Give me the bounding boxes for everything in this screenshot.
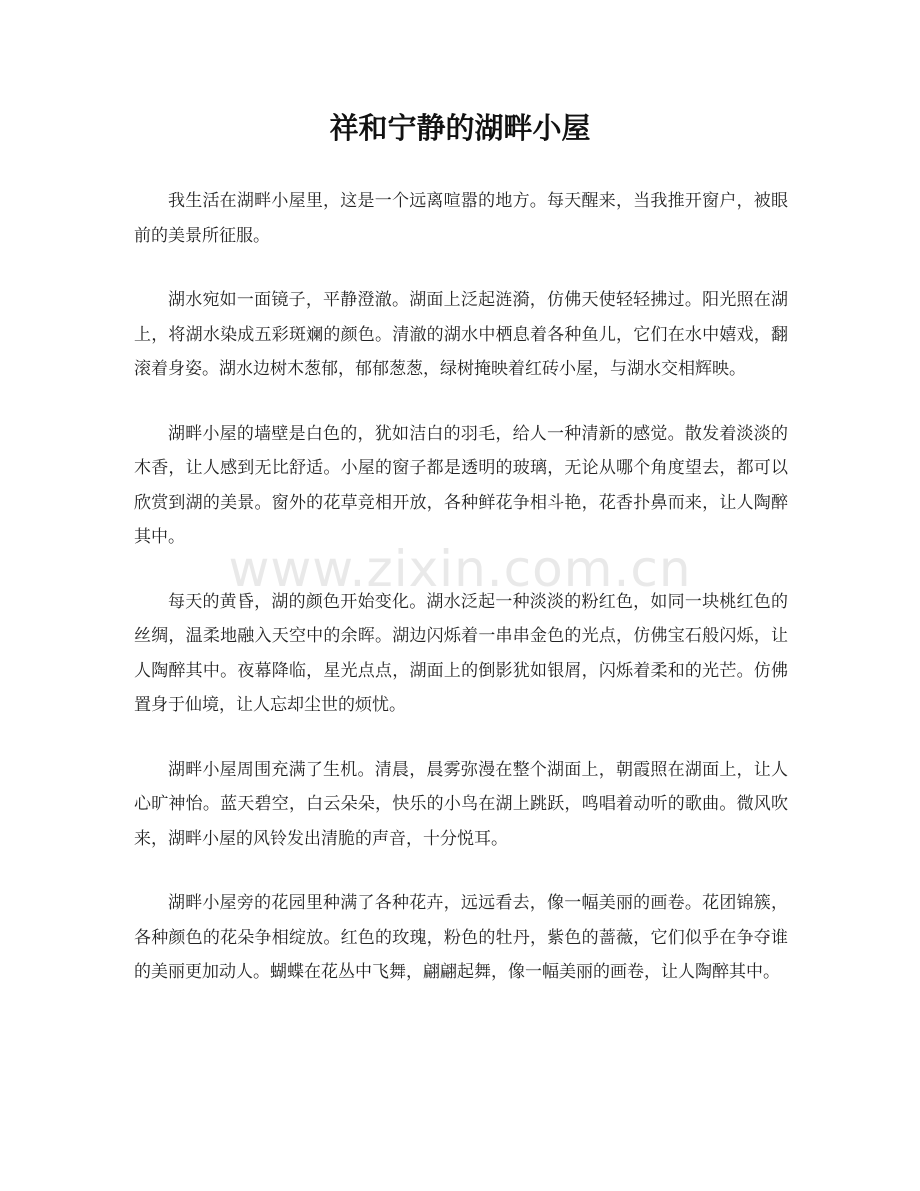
document-body — [134, 184, 788, 1020]
paragraph-3: 湖畔小屋的墙壁是白色的，犹如洁白的羽毛，给人一种清新的感觉。散发着淡淡的木香，让人感到无比舒适。小屋的窗子都是透明的玻璃，无论从哪个角度望去，都可以欣赏到湖的美景。窗外的花草竞相开放，各种鲜花争相斗艳，花香扑鼻而来，让人陶醉其中。 — [134, 423, 788, 547]
document-title: 祥和宁静的湖畔小屋 — [329, 111, 591, 145]
watermark: www.zixin.com.cn — [228, 540, 692, 598]
paragraph-5: 湖畔小屋周围充满了生机。清晨，晨雾弥漫在整个湖面上，朝霞照在湖面上，让人心旷神怡。蓝天碧空，白云朵朵，快乐的小鸟在湖上跳跃，鸣唱着动听的歌曲。微风吹来，湖畔小屋的风铃发出清脆的声音，十分悦耳。 — [134, 759, 788, 849]
paragraph-1: 我生活在湖畔小屋里，这是一个远离喧嚣的地方。每天醒来，当我推开窗户，被眼前的美景所征服。 — [134, 191, 788, 246]
paragraph-6: 湖畔小屋旁的花园里种满了各种花卉，远远看去，像一幅美丽的画卷。花团锦簇，各种颜色的花朵争相绽放。红色的玫瑰，粉色的牡丹，紫色的蔷薇，它们似乎在争夺谁的美丽更加动人。蝴蝶在花丛中飞舞，翩翩起舞，像一幅美丽的画卷，让人陶醉其中。 — [134, 893, 788, 982]
paragraph-4: 每天的黄昏，湖的颜色开始变化。湖水泛起一种淡淡的粉红色，如同一块桃红色的丝绸，温柔地融入天空中的余晖。湖边闪烁着一串串金色的光点，仿佛宝石般闪烁，让人陶醉其中。夜幕降临，星光点点，湖面上的倒影犹如银屑，闪烁着柔和的光芒。仿佛置身于仙境，让人忘却尘世的烦忧。 — [134, 591, 788, 715]
paragraph-2: 湖水宛如一面镜子，平静澄澈。湖面上泛起涟漪，仿佛天使轻轻拂过。阳光照在湖上，将湖水染成五彩斑斓的颜色。清澈的湖水中栖息着各种鱼儿，它们在水中嬉戏，翻滚着身姿。湖水边树木葱郁，郁郁葱葱，绿树掩映着红砖小屋，与湖水交相辉映。 — [134, 290, 788, 379]
